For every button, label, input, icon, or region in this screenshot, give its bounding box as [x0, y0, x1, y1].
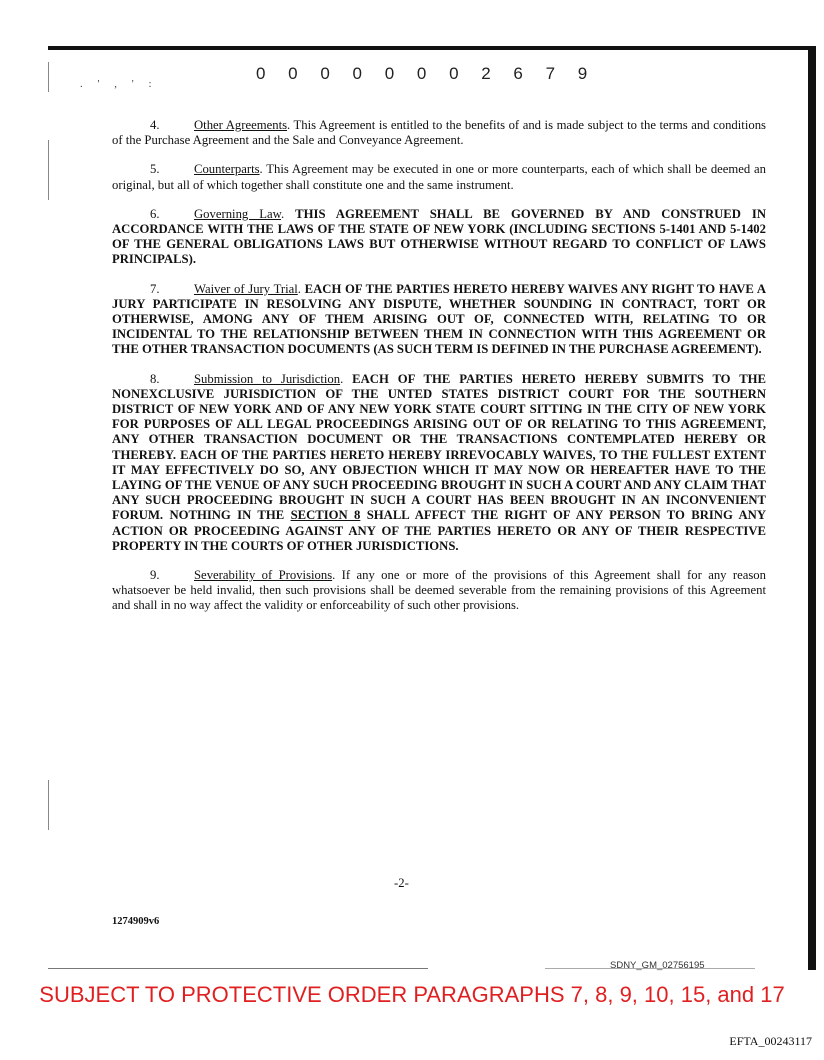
- paragraph-number: 9.: [150, 568, 160, 583]
- paragraph-caps-text: EACH OF THE PARTIES HERETO HEREBY WAIVES ANY RIGHT TO HAVE A JURY PARTICIPATE IN RESOLVING ANY DISPUTE, WHETHER SOUNDING IN CONTRACT, TORT OR OTHERWISE, AMONG ANY OF THEM ARISING OUT OF, CONNECTED WITH, RELATING TO OR INCIDENTAL TO THE RELATIONSHIP BETWEEN THEM IN CONNECTION WITH THIS AGREEMENT OR THE OTHER TRANSACTION DOCUMENTS (AS SUCH TERM IS DEFINED IN THE PURCHASE AGREEMENT).: [112, 281, 767, 357]
- paragraph-caps-text: SHALL AFFECT THE RIGHT OF ANY PERSON TO BRING ANY ACTION OR PROCEEDING AGAINST ANY OF THE PARTIES HERETO OR ANY OF THEIR RESPECTIVE PROPERTY IN THE COURTS OF OTHER JURISDICTIONS.: [112, 508, 766, 553]
- top-rule: [48, 46, 812, 50]
- protective-order-banner: SUBJECT TO PROTECTIVE ORDER PARAGRAPHS 7, 8, 9, 10, 15, and 17: [39, 982, 785, 1007]
- paragraph-heading: Counterparts: [194, 162, 260, 177]
- paragraph-heading: Governing Law: [194, 206, 281, 221]
- paragraph-text: . If any one or more of the provisions of this Agreement shall for any reason whatsoever be held invalid, then such provisions shall be deemed severable from the remaining provisions of this Agreement and shall in no way affect the validity or enforceability of such other provisions.: [112, 568, 766, 613]
- document-id: 1274909v6: [112, 916, 160, 927]
- paragraph-9: [112, 568, 766, 614]
- paragraph-caps-text: THIS AGREEMENT SHALL BE GOVERNED BY AND CONSTRUED IN ACCORDANCE WITH THE LAWS OF THE STATE OF NEW YORK (INCLUDING SECTIONS 5-1401 AND 5-1402 OF THE GENERAL OBLIGATIONS LAWS BUT OTHERWISE WITHOUT REGARD TO CONFLICT OF LAWS PRINCIPALS).: [112, 206, 767, 267]
- paragraph-5: [112, 162, 766, 192]
- bates-stamp-number: 0 0 0 0 0 0 0 2 6 7 9: [256, 64, 597, 83]
- efta-number: EFTA_00243117: [729, 1034, 812, 1048]
- paragraph-4: [112, 118, 766, 148]
- paragraph-text: .: [297, 281, 305, 296]
- bottom-rule: [48, 968, 428, 969]
- paragraph-caps-text: EACH OF THE PARTIES HERETO HEREBY SUBMITS TO THE NONEXCLUSIVE JURISDICTION OF THE UNTED STATES DISTRICT COURT FOR THE SOUTHERN DISTRICT OF NEW YORK AND OF ANY NEW YORK STATE COURT SITTING IN THE CITY OF NEW YORK FOR PURPOSES OF ALL LEGAL PROCEEDINGS ARISING OUT OF OR RELATING TO THIS AGREEMENT, ANY OTHER TRANSACTION DOCUMENT OR THE TRANSACTIONS CONTEMPLATED HEREBY OR THEREBY. EACH OF THE PARTIES HERETO HEREBY IRREVOCABLY WAIVES, TO THE FULLEST EXTENT IT MAY EFFECTIVELY DO SO, ANY OBJECTION WHICH IT MAY NOW OR HEREAFTER HAVE TO THE LAYING OF THE VENUE OF ANY SUCH PROCEEDING BROUGHT IN SUCH A COURT AND ANY CLAIM THAT ANY SUCH PROCEEDING BROUGHT IN SUCH A COURT HAS BEEN BROUGHT IN AN INCONVENIENT FORUM. NOTHING IN THE: [112, 371, 766, 523]
- paragraph-number: 7.: [150, 281, 160, 296]
- document-body: [112, 118, 766, 628]
- paragraph-text: .: [280, 206, 296, 221]
- page-number: -2-: [394, 876, 409, 890]
- paragraph-number: 6.: [150, 206, 160, 221]
- paragraph-heading: Severability of Provisions: [194, 568, 333, 583]
- section-reference: SECTION 8: [290, 508, 361, 523]
- left-margin-mark: [48, 780, 49, 830]
- bates-number: SDNY_GM_02756195: [610, 960, 705, 971]
- paragraph-heading: Waiver of Jury Trial: [194, 281, 298, 296]
- paragraph-6: [112, 207, 766, 268]
- paragraph-7: [112, 282, 766, 358]
- paragraph-heading: Other Agreements: [194, 118, 288, 132]
- paragraph-text: . This Agreement is entitled to the benefits of and is made subject to the terms and conditions of the Purchase Agreement and the Sale and Conveyance Agreement.: [112, 118, 766, 148]
- paragraph-8: [112, 372, 766, 554]
- paragraph-text: . This Agreement may be executed in one or more counterparts, each of which shall be deemed an original, but all of which together shall constitute one and the same instrument.: [112, 162, 766, 192]
- paragraph-number: 5.: [150, 162, 160, 177]
- left-margin-mark: [48, 62, 49, 92]
- left-margin-mark: [48, 140, 49, 200]
- paragraph-heading: Submission to Jurisdiction: [194, 371, 341, 386]
- right-edge-bar: [808, 46, 816, 970]
- scan-specks: . ' , ' :: [80, 78, 158, 90]
- paragraph-number: 4.: [150, 118, 160, 132]
- paragraph-number: 8.: [150, 371, 160, 386]
- paragraph-separator: .: [340, 371, 353, 386]
